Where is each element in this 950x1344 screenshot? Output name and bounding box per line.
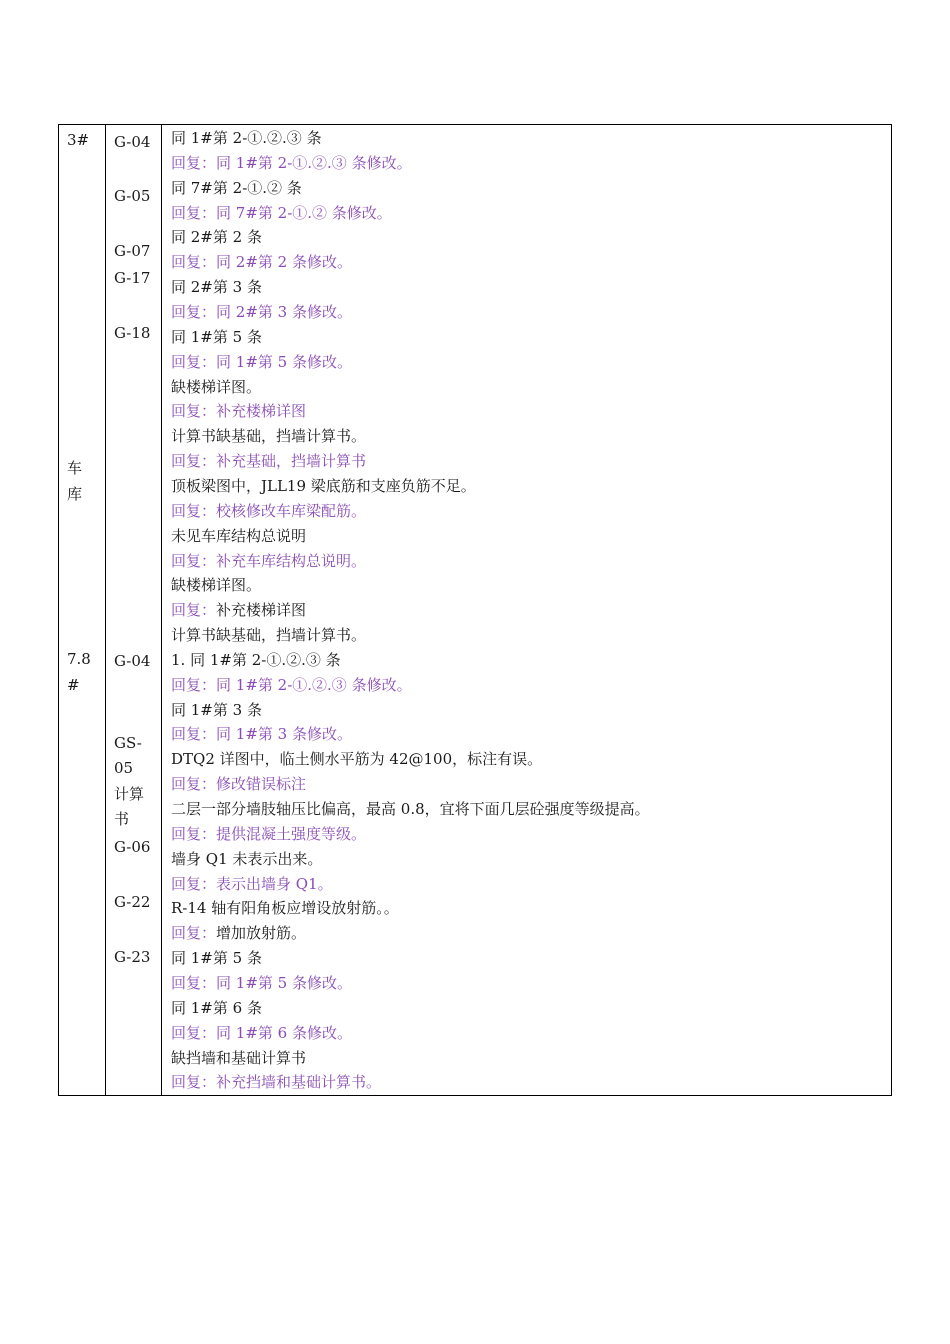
reply-line (171, 824, 366, 844)
reply-prefix: 回复： (171, 303, 217, 321)
reply-text: 同 1#第 5 条修改。 (216, 352, 352, 371)
reply-prefix: 回复： (171, 402, 217, 421)
drawing-number: G-04 (114, 133, 151, 151)
comment-line: 同 7#第 2-①.② 条 (171, 178, 302, 197)
reply-text: 同 1#第 5 条修改。 (216, 973, 352, 992)
comment-line: 计算书缺基础，挡墙计算书。 (171, 626, 367, 644)
building-label: 车 (67, 459, 83, 477)
drawing-number: 书 (114, 810, 130, 828)
drawing-number: 05 (114, 759, 134, 777)
column-divider (161, 125, 162, 1095)
review-table (58, 124, 892, 1096)
drawing-number: G-18 (114, 324, 151, 342)
comment-line: 未见车库结构总说明 (171, 526, 307, 545)
reply-line (171, 600, 306, 620)
reply-line (171, 203, 392, 223)
building-label: 库 (67, 485, 83, 503)
reply-prefix: 回复： (171, 924, 217, 943)
reply-text: 补充基础，挡墙计算书 (216, 452, 367, 471)
comment-line: 墙身 Q1 未表示出来。 (171, 849, 323, 868)
reply-line (171, 451, 366, 471)
reply-text: 补充楼梯详图 (216, 601, 307, 620)
drawing-number: 计算 (114, 785, 145, 803)
comment-line: 同 1#第 3 条 (171, 700, 262, 719)
drawing-number: G-06 (114, 838, 151, 856)
reply-text: 提供混凝土强度等级。 (216, 824, 367, 843)
reply-prefix: 回复： (171, 601, 217, 620)
reply-prefix: 回复： (171, 1073, 217, 1092)
reply-line (171, 302, 352, 322)
reply-text: 修改错误标注 (216, 775, 307, 794)
reply-line (171, 551, 366, 571)
reply-prefix: 回复： (171, 203, 217, 222)
comment-line: 缺楼梯详图。 (171, 576, 262, 595)
comment-line: 缺挡墙和基础计算书 (171, 1048, 307, 1067)
reply-prefix: 回复： (171, 501, 217, 520)
reply-text: 增加放射筋。 (216, 924, 307, 943)
reply-text: 同 1#第 3 条修改。 (216, 725, 352, 744)
comment-line: 同 1#第 5 条 (171, 949, 262, 968)
comment-line: 1. 同 1#第 2-①.②.③ 条 (171, 650, 341, 669)
reply-prefix: 回复： (171, 874, 217, 893)
reply-line (171, 774, 306, 794)
reply-prefix: 回复： (171, 775, 217, 794)
building-label: 3# (67, 131, 90, 149)
reply-text: 补充挡墙和基础计算书。 (216, 1073, 382, 1092)
building-label: # (67, 676, 80, 694)
reply-prefix: 回复： (171, 551, 217, 570)
drawing-number: G-22 (114, 893, 151, 911)
reply-line (171, 1072, 381, 1092)
reply-text: 表示出墙身 Q1。 (216, 874, 333, 893)
reply-line (171, 1023, 352, 1043)
reply-line (171, 153, 412, 173)
reply-text: 同 1#第 6 条修改。 (216, 1023, 352, 1042)
comment-line: 同 1#第 2-①.②.③ 条 (171, 129, 322, 147)
drawing-number: G-07 (114, 242, 151, 260)
reply-text: 同 2#第 2 条修改。 (216, 253, 352, 272)
reply-prefix: 回复： (171, 824, 217, 843)
reply-text: 同 2#第 3 条修改。 (216, 303, 352, 321)
reply-line (171, 252, 352, 272)
reply-line (171, 501, 366, 521)
reply-prefix: 回复： (171, 452, 217, 471)
reply-text: 补充楼梯详图 (216, 402, 307, 421)
reply-text: 同 7#第 2-①.② 条修改。 (216, 203, 392, 222)
reply-prefix: 回复： (171, 153, 217, 172)
reply-prefix: 回复： (171, 352, 217, 371)
drawing-number: G-17 (114, 269, 151, 287)
reply-line (171, 923, 306, 943)
reply-line (171, 724, 352, 744)
drawing-number: G-23 (114, 948, 151, 966)
comment-line: 计算书缺基础，挡墙计算书。 (171, 427, 367, 446)
reply-line (171, 874, 333, 894)
reply-line (171, 352, 352, 372)
reply-text: 补充车库结构总说明。 (216, 551, 367, 570)
reply-text: 同 1#第 2-①.②.③ 条修改。 (216, 153, 412, 172)
reply-text: 校核修改车库梁配筋。 (216, 501, 367, 520)
drawing-number: G-04 (114, 652, 151, 670)
comment-line: 缺楼梯详图。 (171, 377, 262, 396)
column-divider (105, 125, 106, 1095)
comment-line: 顶板梁图中，JLL19 梁底筋和支座负筋不足。 (171, 476, 476, 495)
reply-text: 同 1#第 2-①.②.③ 条修改。 (216, 675, 412, 694)
building-label: 7.8 (67, 650, 91, 668)
comment-line: 同 2#第 3 条 (171, 278, 262, 297)
reply-prefix: 回复： (171, 253, 217, 272)
comment-line: R-14 轴有阳角板应增设放射筋。。 (171, 899, 399, 918)
comment-line: DTQ2 详图中，临土侧水平筋为 42@100，标注有误。 (171, 750, 543, 769)
drawing-number: G-05 (114, 187, 151, 205)
reply-prefix: 回复： (171, 1023, 217, 1042)
reply-line (171, 675, 412, 695)
comment-line: 同 2#第 2 条 (171, 228, 262, 247)
comment-line: 同 1#第 6 条 (171, 998, 262, 1017)
comment-line: 同 1#第 5 条 (171, 327, 262, 346)
reply-prefix: 回复： (171, 973, 217, 992)
reply-line (171, 973, 352, 993)
reply-prefix: 回复： (171, 675, 217, 694)
comment-line: 二层一部分墙肢轴压比偏高，最高 0.8，宜将下面几层砼强度等级提高。 (171, 800, 650, 818)
reply-prefix: 回复： (171, 725, 217, 744)
reply-line (171, 401, 306, 421)
drawing-number: GS- (114, 734, 142, 752)
